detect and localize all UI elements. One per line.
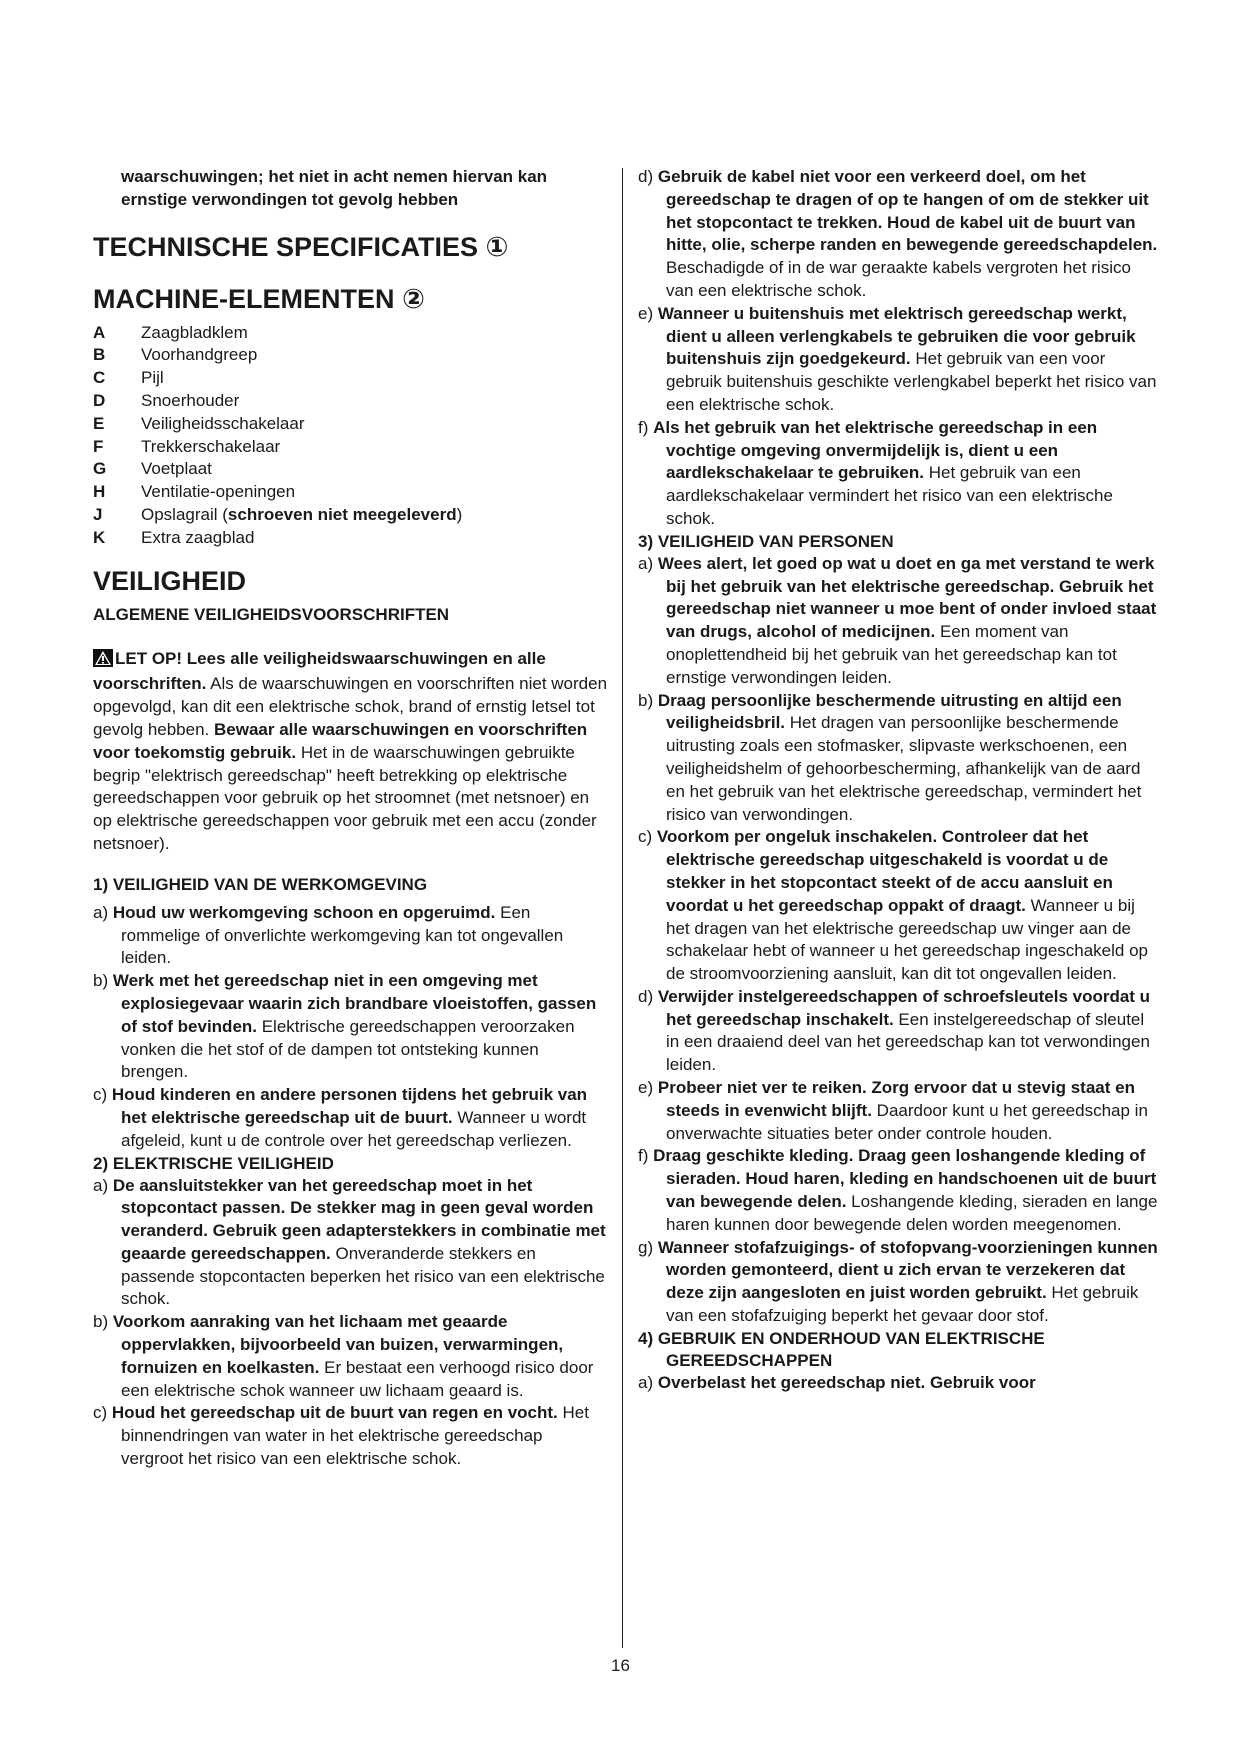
power-tool-use-heading: 4) GEBRUIK EN ONDERHOUD VAN ELEKTRISCHE GEREEDSCHAPPEN xyxy=(638,1328,1045,1370)
continuation-text: waarschuwingen; het niet in acht nemen hiervan kan ernstige verwondingen tot gevolg hebben xyxy=(121,167,548,209)
electrical-safety-heading: 2) ELEKTRISCHE VEILIGHEID xyxy=(93,1153,334,1173)
list-item: f) Als het gebruik van het elektrische gereedschap in een vochtige omgeving onvermijdelijk is, dient u een aardlekschakelaar te gebruiken. Het gebruik van een aardlekschakelaar vermindert het risico van een elektrische schok. xyxy=(638,417,1113,528)
personal-safety-heading: 3) VEILIGHEID VAN PERSONEN xyxy=(638,531,894,551)
warning-triangle-icon xyxy=(93,649,113,674)
list-item: e) Wanneer u buitenshuis met elektrisch gereedschap werkt, dient u alleen verlengkabels te gebruiken die voor gebruik buitenshuis zijn goedgekeurd. Het gebruik van een voor gebruik buitenshuis geschikte verlengkabel beperkt het risico van een elektrische schok. xyxy=(638,303,1157,414)
list-item: g) Wanneer stofafzuigings- of stofopvang-voorzieningen kunnen worden gemonteerd, dient u zich ervan te verzekeren dat deze zijn aangesloten en juist worden gebruikt. Het gebruik van een stofafzuiging beperkt het gevaar door stof. xyxy=(638,1237,1158,1326)
list-item: a) De aansluitstekker van het gereedschap moet in het stopcontact passen. De stekker mag in geen geval worden veranderd. Gebruik geen adapterstekkers in combinatie met geaarde gereedschappen. Onveranderde stekkers en passende stopcontacten beperken het risico van een elektrische schok. xyxy=(93,1175,606,1309)
list-item: E Veiligheidsschakelaar xyxy=(93,413,305,433)
work-area-safety-heading: 1) VEILIGHEID VAN DE WERKOMGEVING xyxy=(93,874,428,894)
list-item: f) Draag geschikte kleding. Draag geen loshangende kleding of sieraden. Houd haren, kleding en handschoenen uit de buurt van bewegende delen. Loshangende kleding, sieraden en lange haren kunnen door bewegende delen worden meegenomen. xyxy=(638,1146,1158,1234)
list-item: b) Voorkom aanraking van het lichaam met geaarde oppervlakken, bijvoorbeeld van buizen, verwarmingen, fornuizen en koelkasten. Er bestaat een verhoogd risico door een elektrische schok wanneer uw lichaam geaard is. xyxy=(93,1312,594,1400)
list-item: a) Wees alert, let goed op wat u doet en ga met verstand te werk bij het gebruik van het elektrische gereedschap. Gebruik het gereedschap niet wanneer u moe bent of onder invloed staat van drugs, alcohol of medicijnen. Een moment van onoplettendheid bij het gebruik van het gereedschap kan tot ernstige verwondingen leiden. xyxy=(638,553,1157,687)
list-item: H Ventilatie-openingen xyxy=(93,482,296,502)
list-item: a) Overbelast het gereedschap niet. Gebruik voor xyxy=(638,1372,1036,1392)
left-column xyxy=(93,166,608,1471)
right-column xyxy=(638,166,1158,1395)
technical-specs-heading: TECHNISCHE SPECIFICATIES ① xyxy=(93,231,509,262)
safety-heading: VEILIGHEID xyxy=(93,565,247,596)
list-item: D Snoerhouder xyxy=(93,390,240,410)
list-item: J Opslagrail (schroeven niet meegeleverd) xyxy=(93,504,463,524)
list-item: d) Verwijder instelgereedschappen of schroefsleutels voordat u het gereedschap inschakelt. Een instelgereedschap of sleutel in een draaiend deel van het gereedschap kan tot verwondingen leiden. xyxy=(638,986,1151,1075)
list-item: e) Probeer niet ver te reiken. Zorg ervoor dat u stevig staat en steeds in evenwicht blijft. Daardoor kunt u het gereedschap in onverwachte situaties beter onder controle houden. xyxy=(638,1078,1148,1143)
list-item: c) Houd het gereedschap uit de buurt van regen en vocht. Het binnendringen van water in het elektrische gereedschap vergroot het risico van een elektrische schok. xyxy=(93,1403,589,1469)
machine-elements-heading: MACHINE-ELEMENTEN ② xyxy=(93,283,425,314)
list-item: B Voorhandgreep xyxy=(93,345,258,365)
page-number: 16 xyxy=(611,1656,630,1675)
list-item: F Trekkerschakelaar xyxy=(93,436,281,456)
parts-list xyxy=(93,322,608,550)
general-safety-heading: ALGEMENE VEILIGHEIDSVOORSCHRIFTEN xyxy=(93,604,450,624)
safety-intro: LET OP! Lees alle veiligheidswaarschuwingen en alle voorschriften. Als de waarschuwingen en voorschriften niet worden opgevolgd, kan dit een elektrische schok, brand of ernstig letsel tot gevolg hebben. Bewaar alle waarschuwingen en voorschriften voor toekomstig gebruik. Het in de waarschuwingen gebruikte begrip "elektrisch gereedschap" heeft betrekking op elektrische gereedschappen voor gebruik op het stroomnet (met netsnoer) en op elektrische gereedschappen voor gebruik met een accu (zonder netsnoer). xyxy=(93,648,608,853)
list-item: K Extra zaagblad xyxy=(93,527,255,547)
list-item: b) Draag persoonlijke beschermende uitrusting en altijd een veiligheidsbril. Het dragen van persoonlijke beschermende uitrusting zoals een stofmasker, slipvaste werkschoenen, een veiligheidshelm of gehoorbescherming, afhankelijk van de aard en het gebruik van het elektrische gereedschap, vermindert het risico van verwondingen. xyxy=(638,690,1142,824)
list-item: C Pijl xyxy=(93,368,164,388)
list-item: G Voetplaat xyxy=(93,459,212,479)
list-item: A Zaagbladklem xyxy=(93,322,248,342)
list-item: a) Houd uw werkomgeving schoon en opgeruimd. Een rommelige of onverlichte werkomgeving kan tot ongevallen leiden. xyxy=(93,902,564,968)
list-item: c) Voorkom per ongeluk inschakelen. Controleer dat het elektrische gereedschap uitgeschakeld is voordat u de stekker in het stopcontact steekt of de accu aansluit en voordat u het gereedschap oppakt of draagt. Wanneer u bij het dragen van het elektrische gereedschap uw vinger aan de schakelaar hebt of wanneer u het gereedschap ingeschakeld op de stroomvoorziening aansluit, kan dit tot ongevallen leiden. xyxy=(638,827,1149,984)
column-divider xyxy=(622,168,623,1648)
list-item: b) Werk met het gereedschap niet in een omgeving met explosiegevaar waarin zich brandbare vloeistoffen, gassen of stof bevinden. Elektrische gereedschappen veroorzaken vonken die het stof of de dampen tot ontsteking kunnen brengen. xyxy=(93,971,597,1082)
list-item: c) Houd kinderen en andere personen tijdens het gebruik van het elektrische gereedschap uit de buurt. Wanneer u wordt afgeleid, kunt u de controle over het gereedschap verliezen. xyxy=(93,1085,588,1150)
list-item: d) Gebruik de kabel niet voor een verkeerd doel, om het gereedschap te dragen of op te hangen of om de stekker uit het stopcontact te trekken. Houd de kabel uit de buurt van hitte, olie, scherpe randen en bewegende gereedschapdelen. Beschadigde of in de war geraakte kabels vergroten het risico van een elektrische schok. xyxy=(638,167,1158,300)
